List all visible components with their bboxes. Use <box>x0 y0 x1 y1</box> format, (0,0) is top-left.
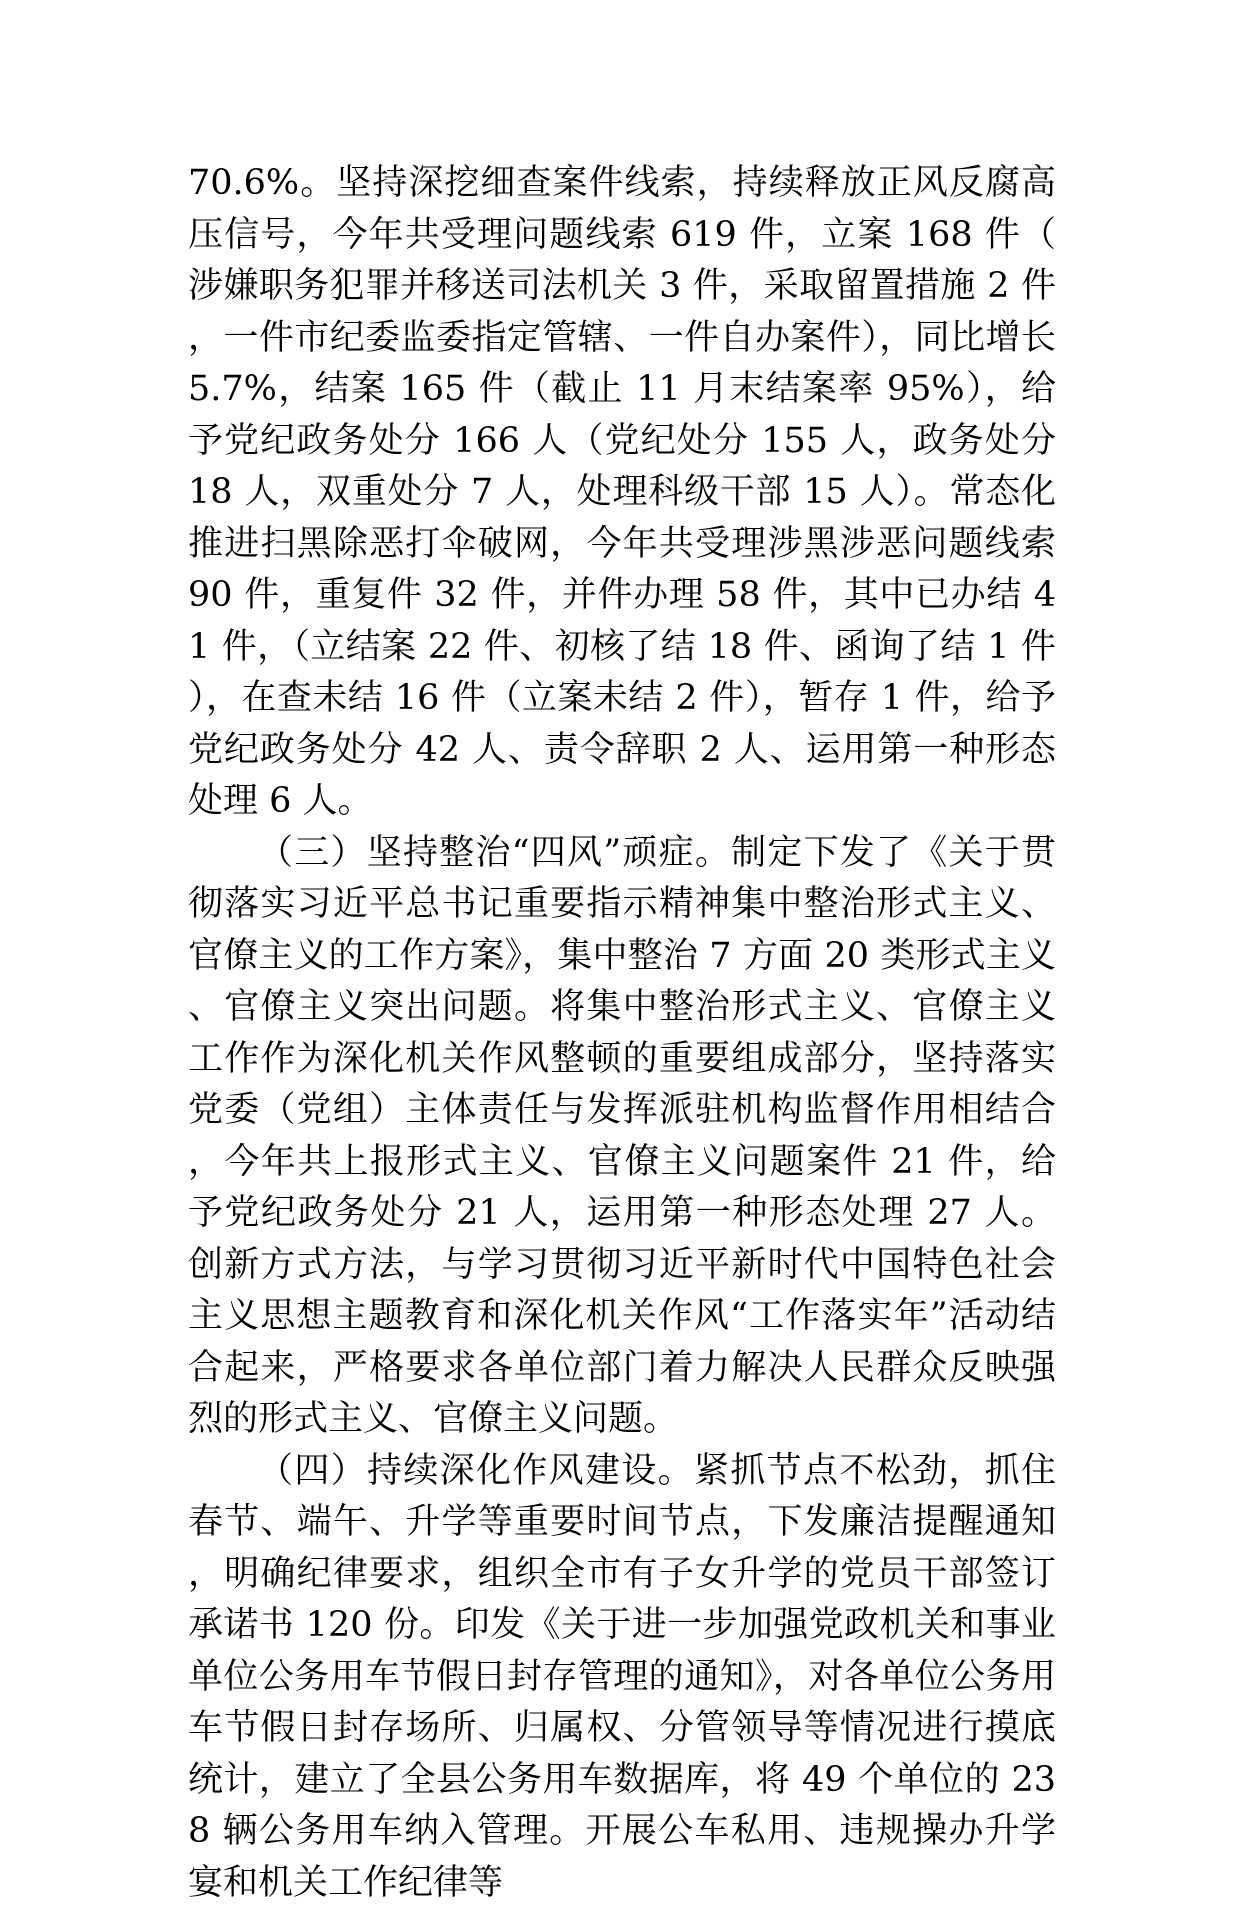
paragraph-work-style: （四）持续深化作风建设。紧抓节点不松劲，抓住春节、端午、升学等重要时间节点，下发廉洁提醒通知，明确纪律要求，组织全市有子女升学的党员干部签订承诺书 120 份。印发《关于进一步加强党政机关和事业单位公务用车节假日封存管理的通知》，对各单位公务用车节假日封存场所、归属权、分管领导等情况进行摸底统计，建立了全县公务用车数据库，将 49 个单位的 238 辆公务用车纳入管理。开展公车私用、违规操办升学宴和机关工作纪律等 <box>188 1446 1056 1909</box>
paragraph-four-winds: （三）坚持整治“四风”顽症。制定下发了《关于贯彻落实习近平总书记重要指示精神集中整治形式主义、官僚主义的工作方案》，集中整治 7 方面 20 类形式主义、官僚主义突出问题。将集中整治形式主义、官僚主义工作作为深化机关作风整顿的重要组成部分，坚持落实党委（党组）主体责任与发挥派驻机构监督作用相结合，今年共上报形式主义、官僚主义问题案件 21 件，给予党纪政务处分 21 人，运用第一种形态处理 27 人。创新方式方法，与学习贯彻习近平新时代中国特色社会主义思想主题教育和深化机关作风“工作落实年”活动结合起来，严格要求各单位部门着力解决人民群众反映强烈的形式主义、官僚主义问题。 <box>188 828 1056 1446</box>
paragraph-case-handling: 70.6%。坚持深挖细查案件线索，持续释放正风反腐高压信号，今年共受理问题线索 619 件，立案 168 件（涉嫌职务犯罪并移送司法机关 3 件，采取留置措施 2 件，一件市纪委监委指定管辖、一件自办案件），同比增长 5.7%，结案 165 件（截止 11 月末结案率 95%），给予党纪政务处分 166 人（党纪处分 155 人，政务处分 18 人，双重处分 7 人，处理科级干部 15 人）。常态化推进扫黑除恶打伞破网，今年共受理涉黑涉恶问题线索 90 件，重复件 32 件，并件办理 58 件，其中已办结 41 件，（立结案 22 件、初核了结 18 件、函询了结 1 件），在查未结 16 件（立案未结 2 件），暂存 1 件，给予党纪政务处分 42 人、责令辞职 2 人、运用第一种形态处理 6 人。 <box>188 158 1056 828</box>
document-body <box>188 158 1056 1909</box>
